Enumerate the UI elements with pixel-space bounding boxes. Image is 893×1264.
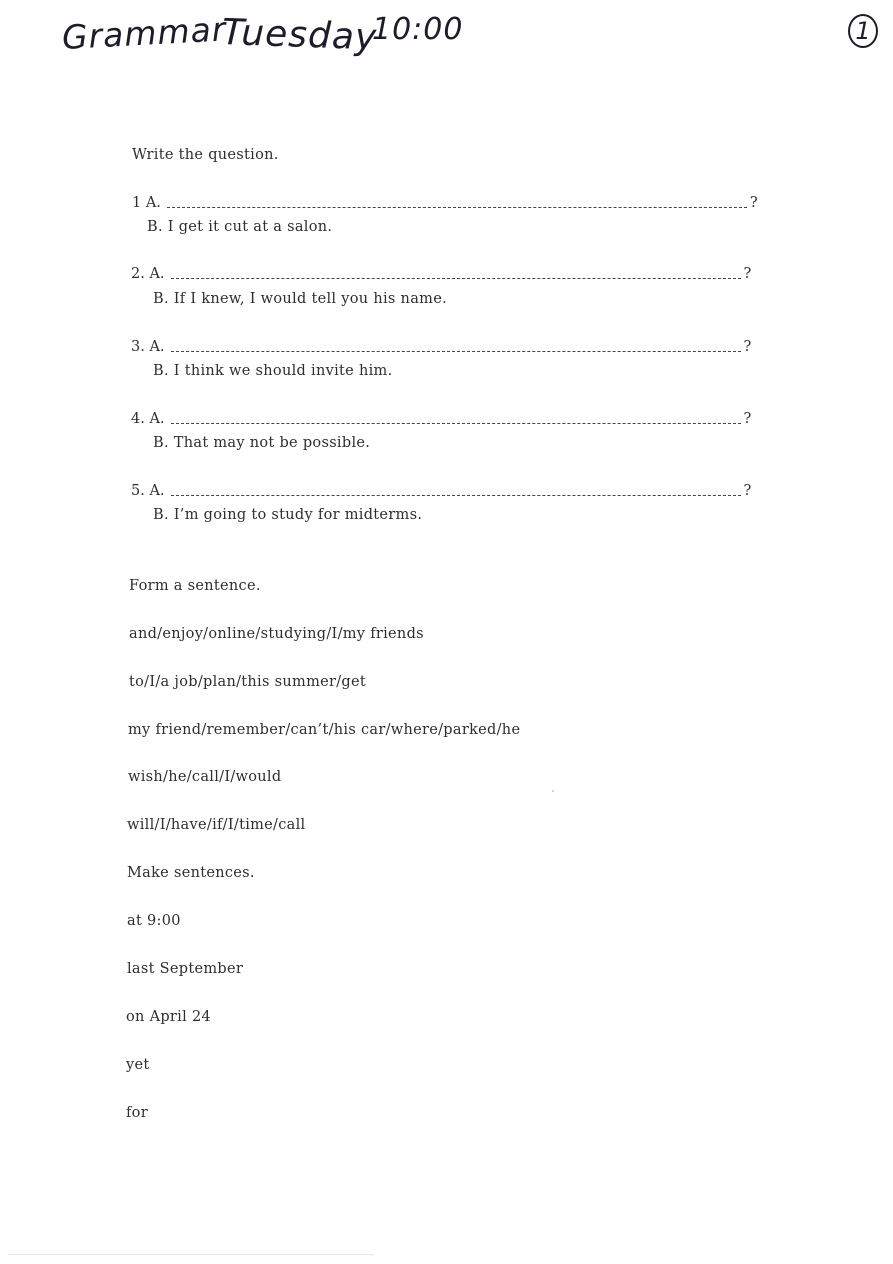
question-line-4 bbox=[131, 410, 751, 428]
scan-speck bbox=[552, 790, 554, 792]
question-mark: ? bbox=[743, 266, 752, 282]
answer-blank bbox=[171, 495, 741, 496]
section3-instruction: Make sentences. bbox=[127, 865, 255, 881]
handwritten-day: Tuesday bbox=[221, 12, 378, 59]
question-mark: ? bbox=[743, 339, 752, 355]
question-number: 3. A. bbox=[131, 339, 165, 355]
handwritten-time: 10:00 bbox=[372, 12, 464, 47]
question-number: 5. A. bbox=[131, 483, 165, 499]
question-line-2 bbox=[131, 265, 751, 283]
answer-blank bbox=[171, 351, 741, 352]
question-line-3 bbox=[131, 338, 751, 356]
question-number: 1 A. bbox=[132, 195, 161, 211]
answer-blank bbox=[167, 207, 747, 208]
question-mark: ? bbox=[743, 411, 752, 427]
section2-instruction: Form a sentence. bbox=[129, 578, 261, 594]
make-sentence-prompt-5: for bbox=[126, 1105, 148, 1121]
question-line-5 bbox=[131, 482, 751, 500]
make-sentence-prompt-1: at 9:00 bbox=[127, 913, 181, 929]
question-number: 2. A. bbox=[131, 266, 165, 282]
question-line-1 bbox=[132, 194, 758, 212]
answer-blank bbox=[171, 278, 741, 279]
answer-blank bbox=[171, 423, 741, 424]
sentence-prompt-1: and/enjoy/online/studying/I/my friends bbox=[129, 626, 424, 642]
question-mark: ? bbox=[743, 483, 752, 499]
sentence-prompt-3: my friend/remember/can’t/his car/where/parked/he bbox=[128, 722, 521, 738]
answer-sentence-5: B. I’m going to study for midterms. bbox=[153, 507, 423, 523]
answer-sentence-4: B. That may not be possible. bbox=[153, 435, 371, 451]
question-mark: ? bbox=[749, 195, 758, 211]
handwritten-subject: Grammar bbox=[60, 9, 228, 57]
sentence-prompt-4: wish/he/call/I/would bbox=[128, 769, 282, 785]
scan-edge-line bbox=[8, 1254, 374, 1255]
answer-sentence-1: B. I get it cut at a salon. bbox=[147, 219, 333, 235]
answer-sentence-2: B. If I knew, I would tell you his name. bbox=[153, 291, 447, 307]
sentence-prompt-5: will/I/have/if/I/time/call bbox=[127, 817, 306, 833]
make-sentence-prompt-2: last September bbox=[127, 961, 244, 977]
page-number-text: 1 bbox=[855, 17, 871, 45]
question-number: 4. A. bbox=[131, 411, 165, 427]
answer-sentence-3: B. I think we should invite him. bbox=[153, 363, 393, 379]
handwritten-page-number bbox=[848, 14, 878, 48]
section1-instruction: Write the question. bbox=[132, 147, 279, 163]
make-sentence-prompt-4: yet bbox=[126, 1057, 150, 1073]
make-sentence-prompt-3: on April 24 bbox=[126, 1009, 211, 1025]
sentence-prompt-2: to/I/a job/plan/this summer/get bbox=[129, 674, 367, 690]
